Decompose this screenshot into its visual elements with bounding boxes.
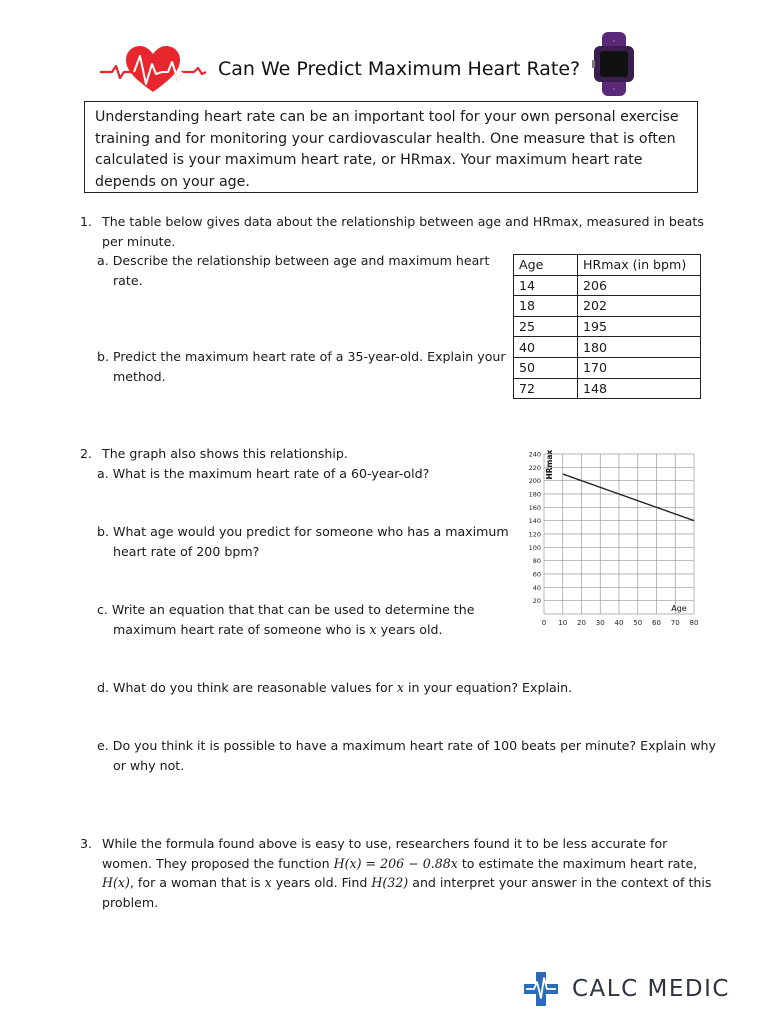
question-2d <box>97 678 572 698</box>
text-segment: , for a woman that is <box>129 875 265 890</box>
page-title: Can We Predict Maximum Heart Rate? <box>218 58 581 80</box>
x-tick-label: 10 <box>558 619 568 627</box>
table-row <box>514 275 701 296</box>
table-row <box>514 337 701 358</box>
x-tick-label: 0 <box>541 619 547 627</box>
y-tick-label: 60 <box>532 570 541 579</box>
question-text-line: The graph also shows this relationship. <box>102 446 348 461</box>
question-text-line <box>97 620 474 640</box>
table-row <box>514 357 701 378</box>
text-segment: in your equation? Explain. <box>403 680 573 695</box>
variable-x: x <box>264 875 272 890</box>
question-text-line: rate. <box>113 272 143 288</box>
y-tick-label: 200 <box>528 477 541 486</box>
y-tick-label: 180 <box>528 490 541 499</box>
table-cell: 206 <box>578 275 701 296</box>
table-cell: 18 <box>514 296 578 317</box>
text-segment: d. What do you think are reasonable values for <box>97 680 397 695</box>
question-text-line: The table below gives data about the relationship between age and HRmax, measured in beats <box>102 214 704 229</box>
question-2e <box>97 736 716 775</box>
table-row <box>514 378 701 399</box>
question-text-line: b. Predict the maximum heart rate of a 35-year-old. Explain your <box>97 349 506 364</box>
question-text-line: c. Write an equation that that can be used to determine the <box>97 602 475 617</box>
y-tick-label: 20 <box>532 597 541 606</box>
question-text-line: method. <box>113 368 166 384</box>
heart-rate-table <box>513 254 701 399</box>
formula: H(32) <box>371 875 409 890</box>
table-header-cell: Age <box>514 255 578 276</box>
question-1a <box>97 251 489 290</box>
question-2a <box>97 464 429 484</box>
table-cell: 14 <box>514 275 578 296</box>
text-segment: years old. <box>376 621 443 637</box>
variable-x: x <box>369 621 377 637</box>
brand-logo <box>524 972 730 1006</box>
table-cell: 72 <box>514 378 578 399</box>
question-2c <box>97 600 474 639</box>
table-cell: 180 <box>578 337 701 358</box>
x-tick-label: 60 <box>652 619 661 627</box>
question-2b <box>97 522 509 561</box>
table-cell: 148 <box>578 378 701 399</box>
formula: H(x) <box>102 875 130 890</box>
question-text-line <box>97 678 572 698</box>
y-tick-label: 40 <box>532 583 541 592</box>
x-tick-label: 20 <box>577 619 586 627</box>
table-row <box>514 296 701 317</box>
table-cell: 25 <box>514 316 578 337</box>
brand-name: CALC MEDIC <box>572 976 730 1002</box>
text-segment: and interpret your answer in the context of this <box>408 875 712 890</box>
y-tick-label: 140 <box>528 517 541 526</box>
y-tick-label: 120 <box>528 530 541 539</box>
question-1b <box>97 347 506 386</box>
question-text-line: While the formula found above is easy to use, researchers found it to be less accurate for <box>102 836 668 851</box>
variable-x: x <box>396 680 404 695</box>
text-segment: to estimate the maximum heart rate, <box>457 855 698 871</box>
table-row <box>514 316 701 337</box>
formula: H(x) = 206 − 0.88x <box>333 855 458 871</box>
question-text-line: per minute. <box>102 234 176 249</box>
medical-cross-icon <box>524 972 558 1006</box>
text-segment: maximum heart rate of someone who is <box>113 621 370 637</box>
question-text-line: or why not. <box>113 757 185 773</box>
question-text-line <box>102 854 711 874</box>
question-text-line: b. What age would you predict for someone who has a maximum <box>97 524 509 539</box>
x-tick-label: 70 <box>670 619 680 627</box>
fitness-band-icon <box>588 32 640 96</box>
table-cell: 202 <box>578 296 701 317</box>
question-number: 2. <box>80 446 93 461</box>
x-axis-label: Age <box>671 604 687 613</box>
y-tick-label: 100 <box>528 543 541 552</box>
x-tick-label: 30 <box>595 619 605 627</box>
table-cell: 170 <box>578 357 701 378</box>
header <box>0 0 768 100</box>
question-text-line: a. What is the maximum heart rate of a 60-year-old? <box>97 466 430 481</box>
x-tick-label: 80 <box>689 619 699 627</box>
question-text-line: heart rate of 200 bpm? <box>113 543 260 559</box>
y-tick-label: 220 <box>528 463 541 472</box>
table-cell: 40 <box>514 337 578 358</box>
y-tick-label: 240 <box>528 450 541 459</box>
question-text-line <box>102 873 711 893</box>
heart-icon <box>98 44 208 96</box>
text-segment: women. They proposed the function <box>102 855 334 871</box>
table-cell: 195 <box>578 316 701 337</box>
x-tick-label: 40 <box>614 619 624 627</box>
question-text-line: a. Describe the relationship between age and maximum heart <box>97 253 490 268</box>
table-cell: 50 <box>514 357 578 378</box>
heart-rate-chart <box>512 446 702 632</box>
text-segment: years old. Find <box>271 875 372 890</box>
question-number: 1. <box>80 214 93 229</box>
y-tick-label: 80 <box>532 557 541 566</box>
question-text-line: problem. <box>102 894 159 910</box>
y-axis-label: HRmax <box>544 449 554 480</box>
intro-box: Understanding heart rate can be an important tool for your own personal exercise training and for monitoring your cardiovascular health. One measure that is often calculated is your maximum heart rate, or HRmax. Your maximum heart rate depends on your age. <box>84 101 698 193</box>
table-header-cell: HRmax (in bpm) <box>578 255 701 276</box>
x-tick-label: 50 <box>633 619 643 627</box>
y-tick-label: 160 <box>528 503 541 512</box>
question-number: 3. <box>80 836 93 851</box>
table-header-row <box>514 255 701 276</box>
question-body <box>102 834 711 912</box>
question-text-line: e. Do you think it is possible to have a maximum heart rate of 100 beats per minute? Explain why <box>97 738 716 753</box>
